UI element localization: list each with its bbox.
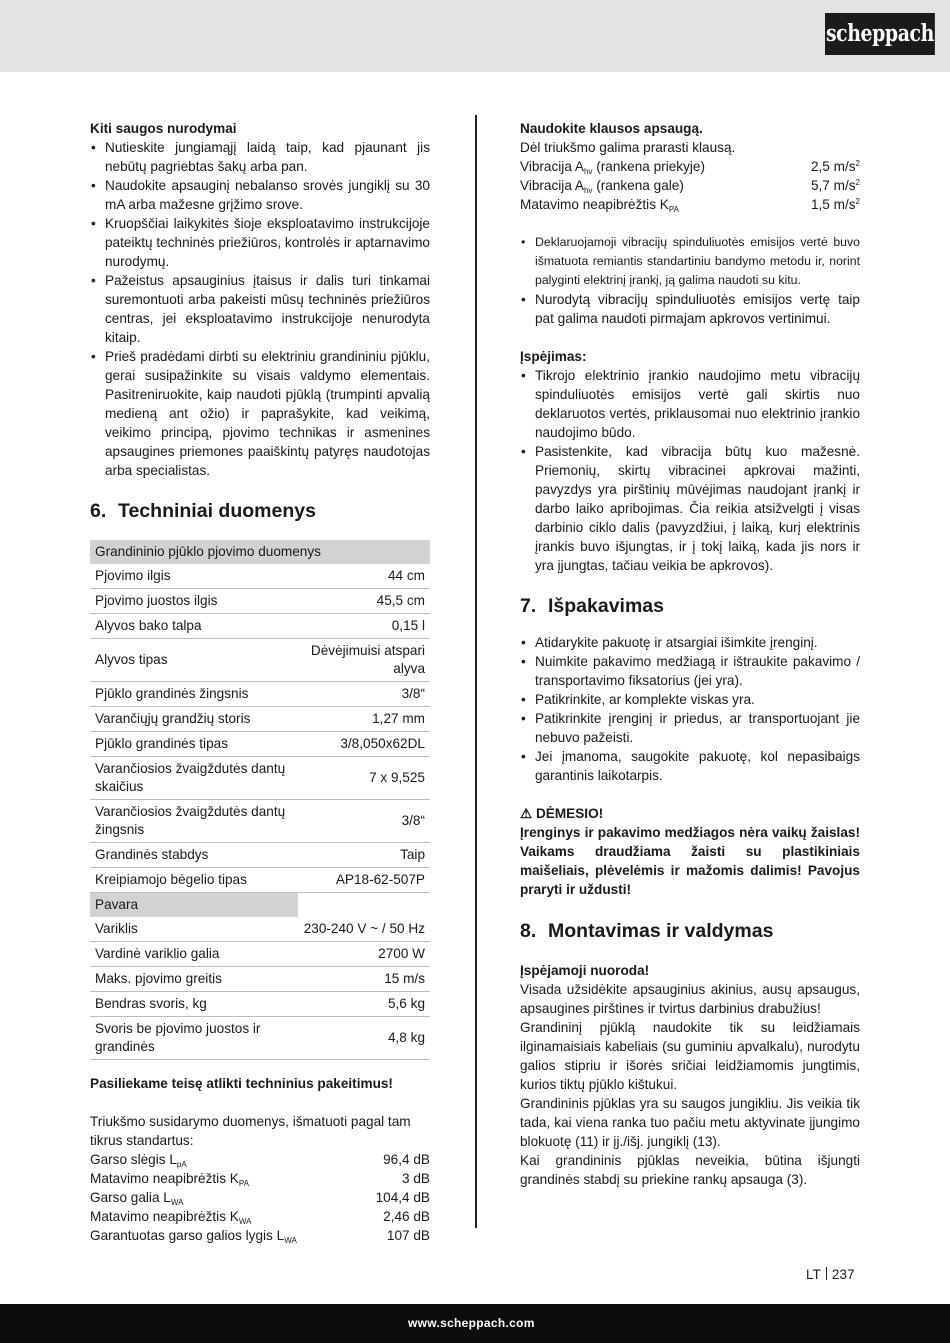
table-row [90,682,430,707]
spec-value: 7 x 9,525 [298,757,430,800]
vibration-row [520,157,860,176]
vibration-label-sub: hv [583,186,593,195]
list-item: • Deklaruojamoji vibracijų spinduliuotės emisijos vertė buvo išmatuota remiantis standartiniu bandymo metodu ir, norint palyginti elektrinį įrankį, ją galima naudoti su kitu. [520,233,860,290]
spec-value: 0,15 l [298,614,430,639]
list-item: • Pažeistus apsauginius įtaisus ir dalis turi tinkamai suremontuoti arba pakeisti mūsų techninės priežiūros centras, jei eksploatavimo instrukcijoje nenurodyta kitaip. [90,271,430,347]
vibration-label-text: Vibracija A [520,159,584,174]
list-item: • Naudokite apsauginį nebalanso srovės jungiklį su 30 mA arba mažesne grįžimo srove. [90,176,430,214]
spec-value: 3/8“ [298,800,430,843]
advice-paragraph: Kai grandininis pjūklas neveikia, būtina išjungti grandinės stabdį su priekine rankų apsauga (3). [520,1153,860,1187]
spec-value: 230-240 V ~ / 50 Hz [298,917,430,942]
page-number-value: 237 [831,1267,855,1282]
vibration-value [811,176,860,195]
vibration-value-sup: 2 [855,197,860,206]
advice-paragraph: Grandininis pjūklas yra su saugos jungikliu. Jis veikia tik tada, kai viena ranka tuo pačiu metu aktyvinate įjungimo blokuotę (11) ir įj./išj. jungiklį (13). [520,1096,860,1149]
column-divider [475,115,477,1228]
list-item: • Atidarykite pakuotę ir atsargiai išimkite įrenginį. [520,633,860,652]
attention-title: DĖMESIO! [535,806,604,821]
list-item: • Nuimkite pakavimo medžiagą ir ištraukite pakavimo / transportavimo fiksatorius (jei yra). [520,652,860,690]
page-number [806,1265,855,1284]
table-row [90,992,430,1017]
noise-value: 107 dB [386,1228,430,1243]
vibration-label [520,176,684,195]
noise-row [90,1169,430,1188]
list-item: • Nutieskite jungiamąjį laidą taip, kad pjaunant jis nebūtų pagriebtas šakų arba pan. [90,138,430,176]
table-row [90,757,430,800]
table-row [90,564,430,589]
vibration-label-text: Matavimo neapibrėžtis K [520,197,669,212]
list-item: • Patikrinkite, ar komplekte viskas yra. [520,690,860,709]
table-row [90,614,430,639]
section-6-title: Techniniai duomenys [118,500,316,522]
table-section-header [90,893,430,918]
advice-paragraphs [520,980,860,1189]
spec-label: Grandinės stabdys [90,843,298,868]
section-8-number: 8. [520,920,537,942]
header-bar [0,0,950,72]
list-item: • Nurodytą vibracijų spinduliuotės emisijos vertę taip pat galima naudoti pirmajam apkrovos vertinimui. [520,290,860,328]
list-item: • Prieš pradėdami dirbti su elektriniu grandininiu pjūklu, gerai susipažinkite su visais valdymo elementais. Pasitreniruokite, kaip naudoti pjūklą (trumpinti apvalią medieną ant ožio) ir paprašykite, kad veikimą, veikimo principą, pjovimo technikas ir asmenines apsaugines priemones paaiškintų patyręs naudotojas arba specialistas. [90,347,430,480]
spec-label: Varančiosios žvaigždutės dantų skaičius [90,757,298,800]
spec-label: Alyvos tipas [90,639,298,682]
table-section-header-label: Grandininio pjūklo pjovimo duomenys [90,540,430,564]
table-section-header [90,540,430,564]
section-6-heading [90,499,430,523]
section-7-heading [520,594,860,618]
table-row [90,942,430,967]
noise-label [90,1150,187,1169]
section-6-number: 6. [90,500,107,522]
footer-url: www.scheppach.com [408,1316,535,1330]
spec-label: Maks. pjovimo greitis [90,967,298,992]
warning-list [520,366,860,575]
safety-title: Kiti saugos nurodymai [90,121,237,136]
vibration-value-text: 2,5 m/s [810,159,856,174]
spec-label: Pjūklo grandinės žingsnis [90,682,298,707]
spec-value: 1,27 mm [298,707,430,732]
spec-value: 15 m/s [298,967,430,992]
noise-label [90,1188,183,1207]
list-item: • Tikrojo elektrinio įrankio naudojimo metu vibracijų spinduliuotės emisijos vertė gali skirtis nuo deklaruotos vertės, priklausomai nuo elektrinio įrankio naudojimo būdo. [520,366,860,442]
vibration-value-sup: 2 [855,178,860,187]
vibration-label-suffix: (rankena priekyje) [592,159,706,174]
noise-label [90,1169,249,1188]
spec-value: 2700 W [298,942,430,967]
noise-row [90,1226,430,1245]
list-item: • Pasistenkite, kad vibracija būtų kuo mažesnė. Priemonių, skirtų vibracinei apkrovai mažinti, pavyzdys yra pirštinių mūvėjimas naudojant įrankį ir darbo laiko apribojimas. Čia reikia atsižvelgti į visas darbinio ciklo dalis (pavyzdžiui, į laiką, kurį elektrinis įrankis buvo išjungtas, ir į tokį laiką, kada jis nors ir yra įjungtas, tačiau veikia be apkrovos). [520,442,860,575]
advice-title: Įspėjamoji nuoroda! [520,963,650,978]
vibration-items [520,290,860,328]
noise-label-sub: WA [170,1198,184,1207]
spec-label: Pjovimo ilgis [90,564,298,589]
specs-table [90,540,430,1060]
vibration-label-text: Vibracija A [520,178,584,193]
advice-paragraph: Visada užsidėkite apsauginius akinius, ausų apsaugus, apsaugines pirštines ir tvirtus darbinius drabužius! [520,982,860,1016]
page-language: LT [806,1267,821,1282]
ear-protection-title: Naudokite klausos apsaugą. [520,121,703,136]
section-8-title: Montavimas ir valdymas [548,920,774,942]
warning-title: Įspėjimas: [520,349,587,364]
vibration-label-sub: PA [668,205,679,214]
spec-label: Svoris be pjovimo juostos ir grandinės [90,1017,298,1060]
table-row [90,707,430,732]
table-section-header-label: Pavara [90,893,298,918]
spec-label: Varančiųjų grandžių storis [90,707,298,732]
noise-label-sub: WA [284,1236,297,1245]
left-column [90,119,430,1245]
list-item: • Jei įmanoma, saugokite pakuotę, kol nepasibaigs garantinis laikotarpis. [520,747,860,785]
spec-label: Vardinė variklio galia [90,942,298,967]
spec-value: Taip [298,843,430,868]
noise-label-text: Garso galia L [90,1190,171,1205]
warning-triangle-icon: ⚠ [520,806,533,821]
reserve-note: Pasiliekame teisę atlikti techninius pakeitimus! [90,1076,393,1091]
vibration-row [520,176,860,195]
vibration-label-suffix: (rankena gale) [592,178,684,193]
table-row [90,868,430,893]
page-separator [826,1267,827,1280]
spec-label: Alyvos bako talpa [90,614,298,639]
section-7-number: 7. [520,595,537,617]
noise-intro: Triukšmo susidarymo duomenys, išmatuoti pagal tam tikrus standartus: [90,1114,411,1148]
noise-label-text: Matavimo neapibrėžtis K [90,1209,239,1224]
noise-label-sub: PA [238,1179,249,1188]
table-section-header-blank [298,893,430,918]
vibration-row [520,195,860,214]
spec-value: 44 cm [298,564,430,589]
spec-value: 4,8 kg [298,1017,430,1060]
footer-bar [0,1304,950,1343]
table-row [90,1017,430,1060]
list-item: • Kruopščiai laikykitės šioje eksploatavimo instrukcijoje pateiktų techninės priežiūros, kontrolės ir aptarnavimo nurodymų. [90,214,430,271]
spec-value: AP18-62-507P [298,868,430,893]
vibration-value-text: 5,7 m/s [810,178,856,193]
table-row [90,639,430,682]
spec-label: Kreipiamojo bėgelio tipas [90,868,298,893]
spec-value: 5,6 kg [298,992,430,1017]
safety-list [90,138,430,480]
noise-label [90,1226,297,1245]
spec-value: 3/8“ [298,682,430,707]
unpack-list [520,633,860,785]
spec-label: Varančiosios žvaigždutės dantų žingsnis [90,800,298,843]
noise-label-text: Garso slėgis L [90,1152,177,1167]
spec-label: Pjovimo juostos ilgis [90,589,298,614]
vibration-value [811,195,860,214]
noise-row [90,1207,430,1226]
spec-value: 3/8,050x62DL [298,732,430,757]
right-column [520,119,860,1189]
list-item: • Patikrinkite įrenginį ir priedus, ar transportuojant jie nebuvo pažeisti. [520,709,860,747]
noise-label-sub: pA [176,1160,187,1169]
vibration-label [520,157,705,176]
noise-value: 96,4 dB [383,1152,430,1167]
attention-text: Įrenginys ir pakavimo medžiagos nėra vaikų žaislas! Vaikams draudžiama žaisti su plastikiniais maišeliais, plėvelėmis ir mažomis dalimis! Pavojus praryti ir uždusti! [520,825,860,897]
table-row [90,843,430,868]
table-row [90,800,430,843]
noise-value: 104,4 dB [375,1190,430,1205]
spec-label: Variklis [90,917,298,942]
attention-heading [520,804,860,823]
vibration-label [520,195,679,214]
table-row [90,732,430,757]
table-row [90,967,430,992]
vibration-note-list [520,233,860,290]
table-row [90,589,430,614]
spec-label: Bendras svoris, kg [90,992,298,1017]
vibration-list [520,157,860,214]
noise-row [90,1150,430,1169]
section-7-title: Išpakavimas [548,595,665,617]
vibration-value [811,157,860,176]
spec-value: 45,5 cm [298,589,430,614]
noise-label [90,1207,251,1226]
noise-list [90,1150,430,1245]
noise-value: 2,46 dB [383,1209,430,1224]
section-8-heading [520,919,860,943]
noise-label-text: Matavimo neapibrėžtis K [90,1171,239,1186]
advice-paragraph: Grandininį pjūklą naudokite tik su leidžiamais ilginamaisiais kabeliais (su guminiu apvalkalu), nurodytu galios stipriu ir išorės sričiai leidžiamomis jungtimis, kurios tiktų pjūklo kištukui. [520,1020,860,1092]
noise-label-text: Garantuotas garso galios lygis L [90,1228,285,1243]
ear-protection-text: Dėl triukšmo galima prarasti klausą. [520,140,736,155]
noise-row [90,1188,430,1207]
spec-value: Dėvėjimuisi atspari alyva [298,639,430,682]
vibration-value-text: 1,5 m/s [810,197,856,212]
spec-label: Pjūklo grandinės tipas [90,732,298,757]
noise-label-sub: WA [238,1217,252,1226]
noise-value: 3 dB [402,1171,430,1186]
vibration-value-sup: 2 [855,159,860,168]
vibration-label-sub: hv [583,167,593,176]
scheppach-logo: scheppach [825,13,935,55]
table-row [90,917,430,942]
